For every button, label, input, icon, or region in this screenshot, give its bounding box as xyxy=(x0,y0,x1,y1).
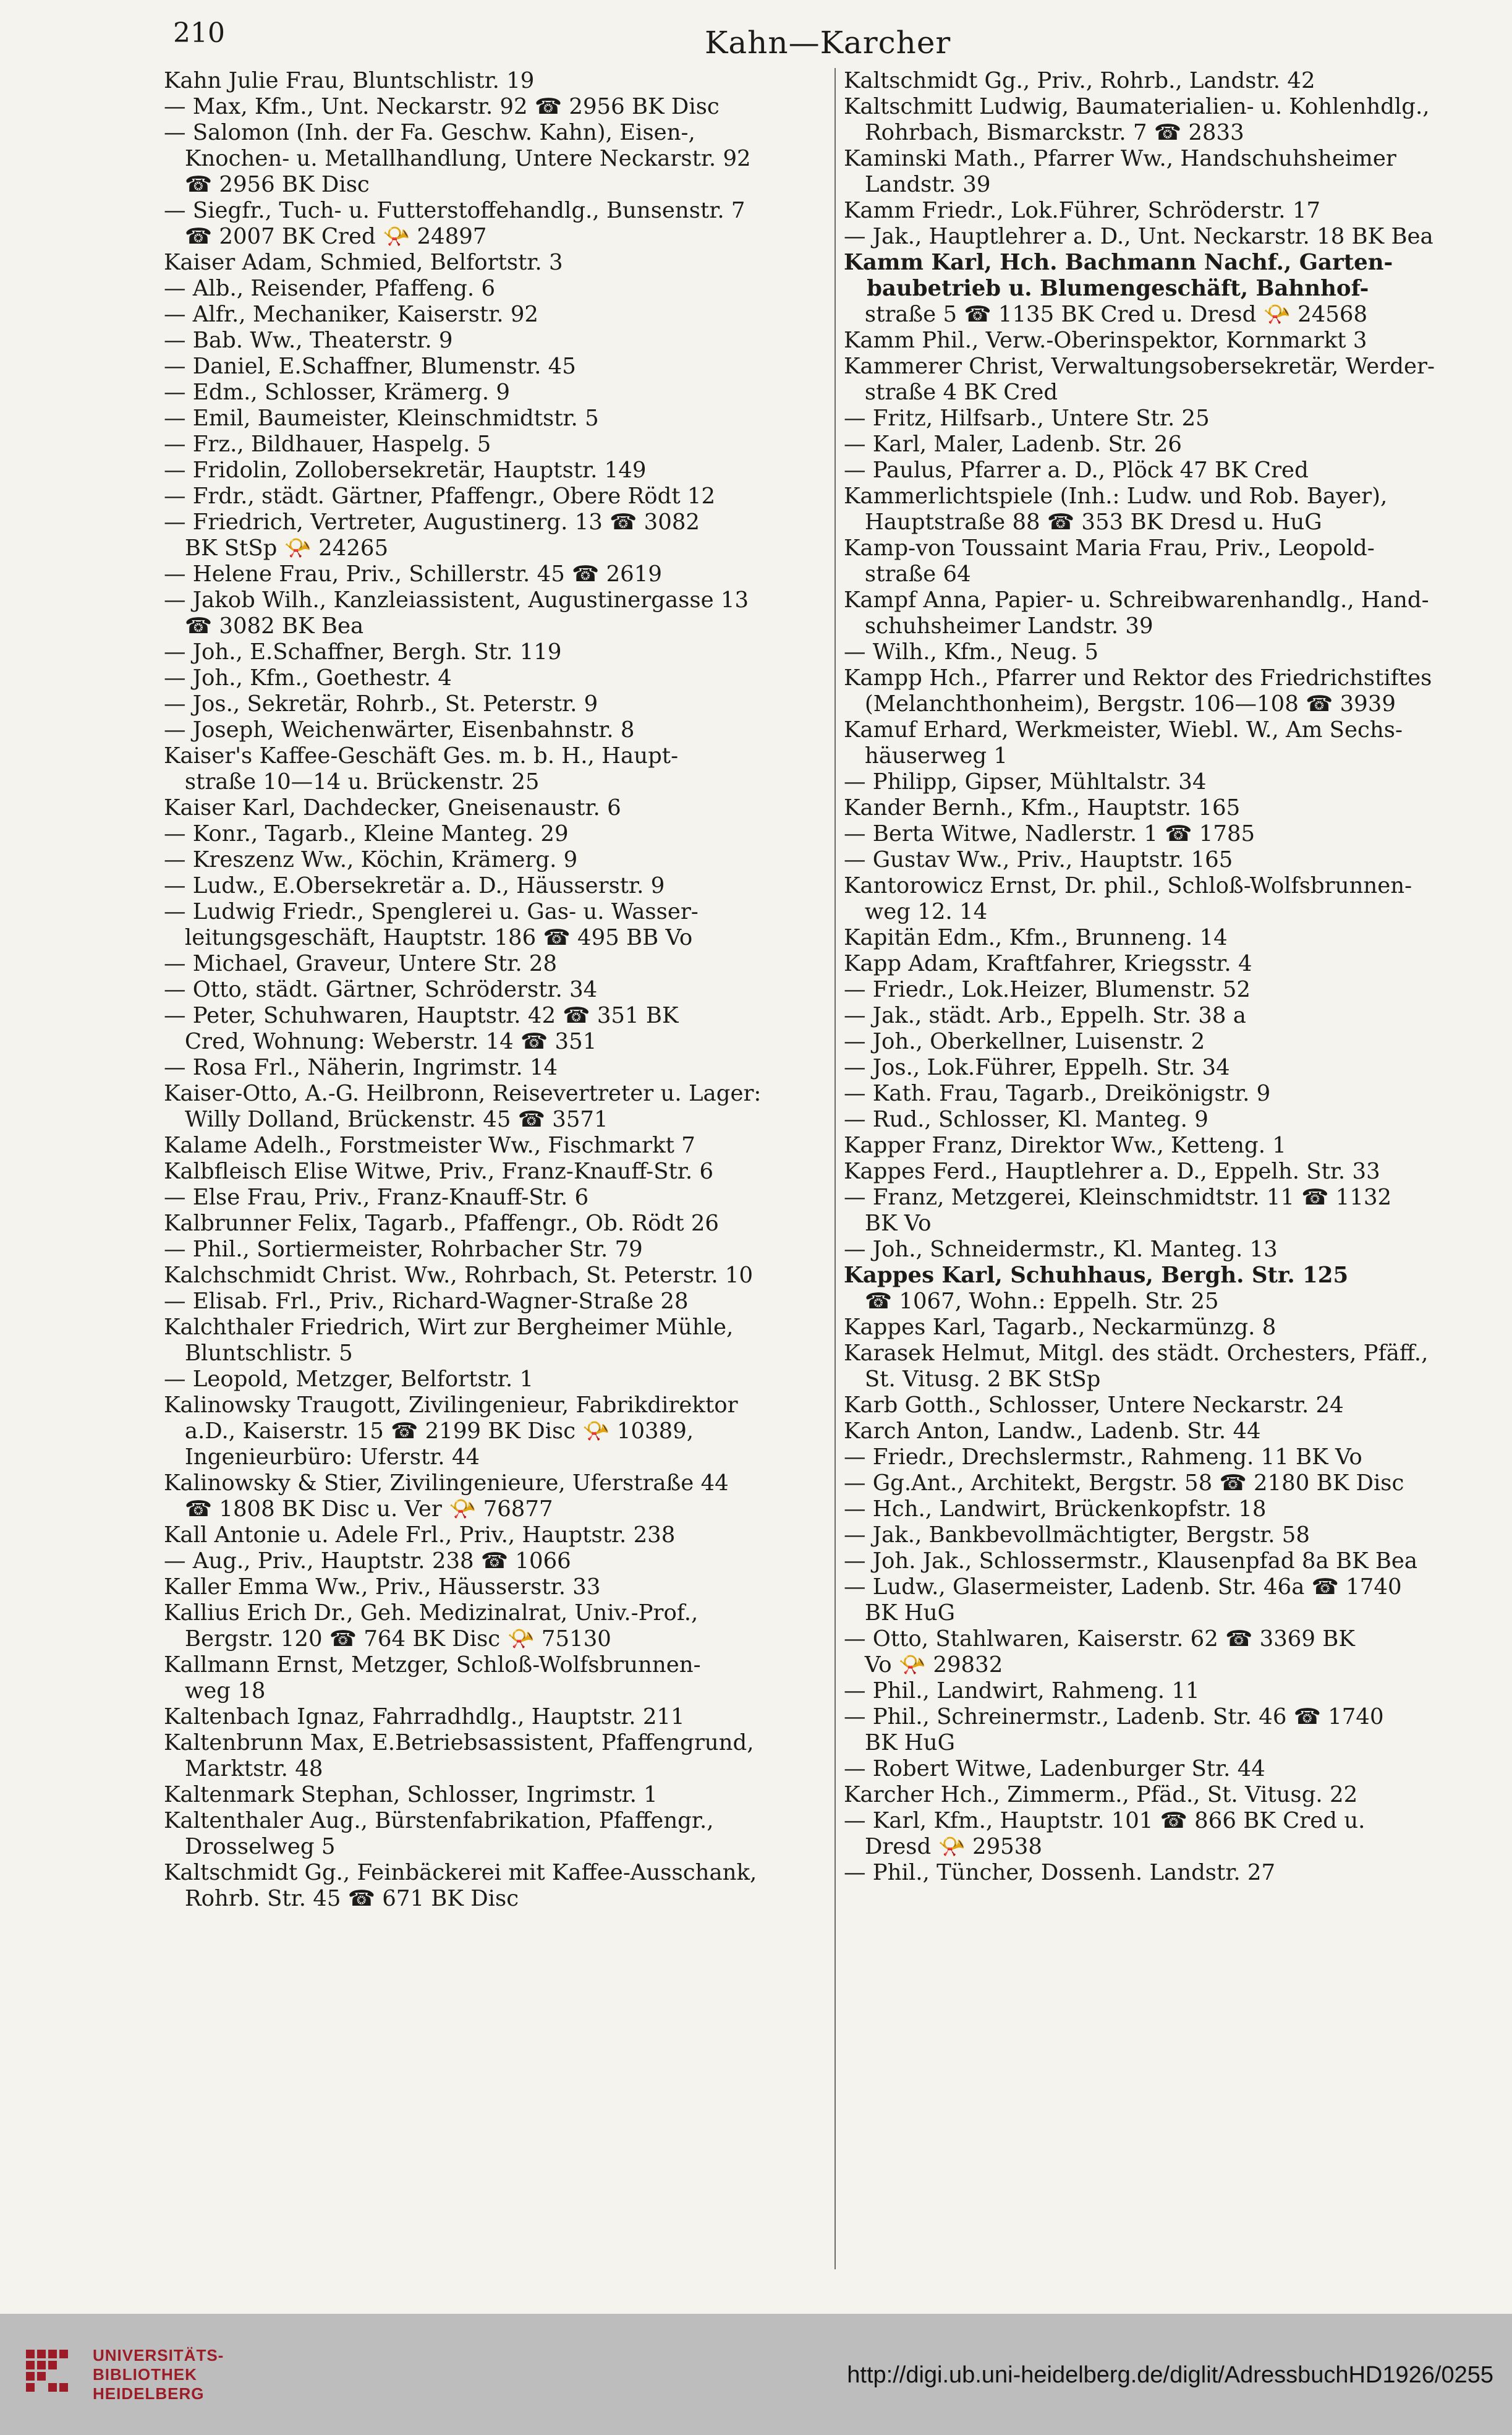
directory-entry: Kalchthaler Friedrich, Wirt zur Bergheimer Mühle, xyxy=(164,1315,734,1340)
directory-entry: Marktstr. 48 xyxy=(164,1756,323,1781)
directory-entry: Kapper Franz, Direktor Ww., Ketteng. 1 xyxy=(844,1133,1286,1158)
directory-entry: Kaiser-Otto, A.-G. Heilbronn, Reisevertreter u. Lager: xyxy=(164,1081,762,1106)
directory-entry: Karasek Helmut, Mitgl. des städt. Orchesters, Pfäff., xyxy=(844,1341,1429,1366)
directory-entry: Kampf Anna, Papier- u. Schreibwarenhandlg., Hand- xyxy=(844,587,1429,613)
directory-entry: — Joh., Schneidermstr., Kl. Manteg. 13 xyxy=(844,1237,1278,1262)
directory-entry: — Peter, Schuhwaren, Hauptstr. 42 ☎ 351 BK xyxy=(164,1003,679,1028)
directory-entry: — Kreszenz Ww., Köchin, Krämerg. 9 xyxy=(164,847,578,872)
directory-entry: weg 12. 14 xyxy=(844,899,988,924)
directory-entry: Kampp Hch., Pfarrer und Rektor des Friedrichstiftes xyxy=(844,665,1432,691)
directory-entry: — Fridolin, Zollobersekretär, Hauptstr. 149 xyxy=(164,458,647,483)
directory-entry: — Phil., Landwirt, Rahmeng. 11 xyxy=(844,1678,1200,1704)
directory-entry: — Fritz, Hilfsarb., Untere Str. 25 xyxy=(844,406,1210,431)
directory-entry: Willy Dolland, Brückenstr. 45 ☎ 3571 xyxy=(164,1107,608,1132)
directory-entry: — Joh. Jak., Schlossermstr., Klausenpfad 8a BK Bea xyxy=(844,1548,1418,1574)
directory-entry: Kamm Karl, Hch. Bachmann Nachf., Garten- xyxy=(844,250,1393,275)
directory-entry: — Joh., E.Schaffner, Bergh. Str. 119 xyxy=(164,639,562,665)
directory-entry: — Jos., Lok.Führer, Eppelh. Str. 34 xyxy=(844,1055,1230,1080)
directory-entry: — Jos., Sekretär, Rohrb., St. Peterstr. 9 xyxy=(164,691,598,717)
directory-entry: Kaller Emma Ww., Priv., Häusserstr. 33 xyxy=(164,1574,601,1600)
directory-entry: straße 10—14 u. Brückenstr. 25 xyxy=(164,769,540,795)
directory-entry: — Jakob Wilh., Kanzleiassistent, Augustinergasse 13 xyxy=(164,587,749,613)
directory-entry: — Otto, städt. Gärtner, Schröderstr. 34 xyxy=(164,977,598,1002)
directory-entry: Cred, Wohnung: Weberstr. 14 ☎ 351 xyxy=(164,1029,597,1054)
directory-entry: Kander Bernh., Kfm., Hauptstr. 165 xyxy=(844,795,1241,821)
directory-entry: Kalame Adelh., Forstmeister Ww., Fischmarkt 7 xyxy=(164,1133,695,1158)
directory-entry: Kalinowsky & Stier, Zivilingenieure, Uferstraße 44 xyxy=(164,1470,729,1496)
directory-entry: — Jak., Hauptlehrer a. D., Unt. Neckarstr. 18 BK Bea xyxy=(844,224,1433,249)
directory-entry: — Ludwig Friedr., Spenglerei u. Gas- u. Wasser- xyxy=(164,899,699,924)
footer-bar xyxy=(0,2314,1512,2435)
directory-entry: Kapp Adam, Kraftfahrer, Kriegsstr. 4 xyxy=(844,951,1252,976)
directory-entry: Drosselweg 5 xyxy=(164,1834,336,1859)
directory-entry: Kaminski Math., Pfarrer Ww., Handschuhsheimer xyxy=(844,146,1396,171)
directory-entry: — Phil., Tüncher, Dossenh. Landstr. 27 xyxy=(844,1860,1276,1885)
directory-entry: ☎ 2956 BK Disc xyxy=(164,172,370,197)
directory-entry: ☎ 1808 BK Disc u. Ver 📯 76877 xyxy=(164,1496,553,1522)
directory-entry: Dresd 📯 29538 xyxy=(844,1834,1042,1859)
directory-entry: Rohrb. Str. 45 ☎ 671 BK Disc xyxy=(164,1886,519,1911)
directory-entry: BK Vo xyxy=(844,1211,932,1236)
directory-entry: — Frdr., städt. Gärtner, Pfaffengr., Obere Rödt 12 xyxy=(164,484,716,509)
directory-entry: Ingenieurbüro: Uferstr. 44 xyxy=(164,1444,480,1470)
directory-entry: — Phil., Schreinermstr., Ladenb. Str. 46 ☎ 1740 xyxy=(844,1704,1384,1729)
directory-entry: weg 18 xyxy=(164,1678,266,1704)
directory-entry: — Max, Kfm., Unt. Neckarstr. 92 ☎ 2956 BK Disc xyxy=(164,94,720,119)
directory-entry: — Rud., Schlosser, Kl. Manteg. 9 xyxy=(844,1107,1208,1132)
directory-entry: Kammerer Christ, Verwaltungsobersekretär, Werder- xyxy=(844,354,1435,379)
directory-entry: — Helene Frau, Priv., Schillerstr. 45 ☎ 2619 xyxy=(164,561,662,587)
directory-entry: Kaiser's Kaffee-Geschäft Ges. m. b. H., Haupt- xyxy=(164,743,679,769)
directory-entry: — Franz, Metzgerei, Kleinschmidtstr. 11 ☎ 1132 xyxy=(844,1185,1392,1210)
directory-entry: Kappes Karl, Tagarb., Neckarmünzg. 8 xyxy=(844,1315,1276,1340)
directory-entry: ☎ 3082 BK Bea xyxy=(164,613,364,639)
directory-entry: — Berta Witwe, Nadlerstr. 1 ☎ 1785 xyxy=(844,821,1255,846)
directory-entry: Kall Antonie u. Adele Frl., Priv., Hauptstr. 238 xyxy=(164,1522,676,1548)
directory-entry: Kammerlichtspiele (Inh.: Ludw. und Rob. Bayer), xyxy=(844,484,1388,509)
directory-entry: schuhsheimer Landstr. 39 xyxy=(844,613,1153,639)
directory-entry: Karcher Hch., Zimmerm., Pfäd., St. Vitusg. 22 xyxy=(844,1782,1358,1807)
directory-entry: ☎ 2007 BK Cred 📯 24897 xyxy=(164,224,487,249)
directory-entry: — Elisab. Frl., Priv., Richard-Wagner-Straße 28 xyxy=(164,1289,689,1314)
document-url-link[interactable]: http://digi.ub.uni-heidelberg.de/diglit/AdressbuchHD1926/0255 xyxy=(847,2362,1493,2388)
directory-entry: — Joh., Oberkellner, Luisenstr. 2 xyxy=(844,1029,1205,1054)
right-column xyxy=(844,68,1511,2300)
directory-entry: — Otto, Stahlwaren, Kaiserstr. 62 ☎ 3369 BK xyxy=(844,1626,1355,1652)
directory-entry: — Joh., Kfm., Goethestr. 4 xyxy=(164,665,452,691)
directory-entry: — Jak., Bankbevollmächtigter, Bergstr. 58 xyxy=(844,1522,1310,1548)
directory-entry: Kantorowicz Ernst, Dr. phil., Schloß-Wolfsbrunnen- xyxy=(844,873,1412,898)
directory-entry: — Gg.Ant., Architekt, Bergstr. 58 ☎ 2180 BK Disc xyxy=(844,1470,1404,1496)
directory-entry: Karch Anton, Landw., Ladenb. Str. 44 xyxy=(844,1418,1261,1444)
page-number: 210 xyxy=(173,17,225,49)
directory-entry: Kaltenthaler Aug., Bürstenfabrikation, Pfaffengr., xyxy=(164,1808,714,1833)
directory-entry: — Karl, Maler, Ladenb. Str. 26 xyxy=(844,432,1182,457)
directory-entry: — Friedr., Lok.Heizer, Blumenstr. 52 xyxy=(844,977,1251,1002)
directory-entry: Kaltschmidt Gg., Feinbäckerei mit Kaffee-Ausschank, xyxy=(164,1860,757,1885)
left-column xyxy=(164,68,831,2300)
directory-entry: — Rosa Frl., Näherin, Ingrimstr. 14 xyxy=(164,1055,558,1080)
library-name-line: BIBLIOTHEK xyxy=(93,2365,197,2384)
directory-entry: Kamm Phil., Verw.-Oberinspektor, Kornmarkt 3 xyxy=(844,328,1367,353)
directory-entry: Kaltenbach Ignaz, Fahrradhdlg., Hauptstr. 211 xyxy=(164,1704,685,1729)
column-divider xyxy=(835,68,836,2269)
directory-entry: Kaiser Karl, Dachdecker, Gneisenaustr. 6 xyxy=(164,795,621,821)
directory-entry: — Alfr., Mechaniker, Kaiserstr. 92 xyxy=(164,302,539,327)
directory-entry: Kapitän Edm., Kfm., Brunneng. 14 xyxy=(844,925,1228,950)
directory-entry: — Leopold, Metzger, Belfortstr. 1 xyxy=(164,1367,534,1392)
directory-entry: Kahn Julie Frau, Bluntschlistr. 19 xyxy=(164,68,535,93)
directory-entry: — Friedr., Drechslermstr., Rahmeng. 11 BK Vo xyxy=(844,1444,1362,1470)
directory-entry: — Bab. Ww., Theaterstr. 9 xyxy=(164,328,453,353)
directory-entry: Kappes Ferd., Hauptlehrer a. D., Eppelh. Str. 33 xyxy=(844,1159,1380,1184)
directory-entry: Kalinowsky Traugott, Zivilingenieur, Fabrikdirektor xyxy=(164,1392,738,1418)
directory-entry: Vo 📯 29832 xyxy=(844,1652,1003,1678)
directory-entry: a.D., Kaiserstr. 15 ☎ 2199 BK Disc 📯 10389, xyxy=(164,1418,694,1444)
directory-entry: Kaltschmidt Gg., Priv., Rohrb., Landstr. 42 xyxy=(844,68,1315,93)
library-name-line: HEIDELBERG xyxy=(93,2384,205,2403)
directory-entry: straße 64 xyxy=(844,561,971,587)
directory-entry: Rohrbach, Bismarckstr. 7 ☎ 2833 xyxy=(844,120,1244,145)
directory-entry: — Hch., Landwirt, Brückenkopfstr. 18 xyxy=(844,1496,1267,1522)
library-name-line: UNIVERSITÄTS- xyxy=(93,2346,224,2365)
directory-entry: Kalbfleisch Elise Witwe, Priv., Franz-Knauff-Str. 6 xyxy=(164,1159,714,1184)
directory-entry: — Edm., Schlosser, Krämerg. 9 xyxy=(164,380,510,405)
directory-entry: (Melanchthonheim), Bergstr. 106—108 ☎ 3939 xyxy=(844,691,1396,717)
directory-entry: Bluntschlistr. 5 xyxy=(164,1341,353,1366)
directory-entry: — Joseph, Weichenwärter, Eisenbahnstr. 8 xyxy=(164,717,635,743)
directory-entry: — Gustav Ww., Priv., Hauptstr. 165 xyxy=(844,847,1233,872)
directory-entry: — Wilh., Kfm., Neug. 5 xyxy=(844,639,1099,665)
directory-entry: — Daniel, E.Schaffner, Blumenstr. 45 xyxy=(164,354,576,379)
directory-entry: BK HuG xyxy=(844,1730,955,1755)
directory-entry: Kallius Erich Dr., Geh. Medizinalrat, Univ.-Prof., xyxy=(164,1600,699,1626)
directory-entry: Knochen- u. Metallhandlung, Untere Neckarstr. 92 xyxy=(164,146,751,171)
directory-entry: — Ludw., Glasermeister, Ladenb. Str. 46a ☎ 1740 xyxy=(844,1574,1402,1600)
directory-entry: — Philipp, Gipser, Mühltalstr. 34 xyxy=(844,769,1207,795)
directory-entry: baubetrieb u. Blumengeschäft, Bahnhof- xyxy=(844,276,1369,301)
directory-entry: — Siegfr., Tuch- u. Futterstoffehandlg., Bunsenstr. 7 xyxy=(164,198,745,223)
directory-entry: Landstr. 39 xyxy=(844,172,991,197)
directory-entry: — Ludw., E.Obersekretär a. D., Häusserstr. 9 xyxy=(164,873,665,898)
directory-entry: — Frz., Bildhauer, Haspelg. 5 xyxy=(164,432,491,457)
directory-entry: — Salomon (Inh. der Fa. Geschw. Kahn), Eisen-, xyxy=(164,120,695,145)
directory-entry: — Friedrich, Vertreter, Augustinerg. 13 ☎ 3082 xyxy=(164,510,700,535)
directory-entry: Kamp-von Toussaint Maria Frau, Priv., Leopold- xyxy=(844,535,1375,561)
directory-entry: straße 4 BK Cred xyxy=(844,380,1058,405)
directory-entry: BK StSp 📯 24265 xyxy=(164,535,389,561)
library-name xyxy=(93,2346,224,2403)
directory-entry: — Robert Witwe, Ladenburger Str. 44 xyxy=(844,1756,1265,1781)
directory-entry: Kaltenbrunn Max, E.Betriebsassistent, Pfaffengrund, xyxy=(164,1730,754,1755)
directory-entry: — Jak., städt. Arb., Eppelh. Str. 38 a xyxy=(844,1003,1246,1028)
directory-entry: Kamuf Erhard, Werkmeister, Wiebl. W., Am Sechs- xyxy=(844,717,1403,743)
directory-entry: Kaiser Adam, Schmied, Belfortstr. 3 xyxy=(164,250,563,275)
directory-entry: Kappes Karl, Schuhhaus, Bergh. Str. 125 xyxy=(844,1263,1349,1288)
directory-entry: Kalbrunner Felix, Tagarb., Pfaffengr., Ob. Rödt 26 xyxy=(164,1211,719,1236)
directory-entry: häuserweg 1 xyxy=(844,743,1008,769)
directory-entry: BK HuG xyxy=(844,1600,955,1626)
directory-entry: straße 5 ☎ 1135 BK Cred u. Dresd 📯 24568 xyxy=(844,302,1368,327)
directory-entry: — Kath. Frau, Tagarb., Dreikönigstr. 9 xyxy=(844,1081,1271,1106)
directory-entry: — Karl, Kfm., Hauptstr. 101 ☎ 866 BK Cred u. xyxy=(844,1808,1365,1833)
directory-entry: — Konr., Tagarb., Kleine Manteg. 29 xyxy=(164,821,569,846)
library-logo-icon xyxy=(21,2345,80,2404)
directory-entry: Hauptstraße 88 ☎ 353 BK Dresd u. HuG xyxy=(844,510,1322,535)
directory-entry: — Alb., Reisender, Pfaffeng. 6 xyxy=(164,276,496,301)
directory-entry: Kalchschmidt Christ. Ww., Rohrbach, St. Peterstr. 10 xyxy=(164,1263,754,1288)
directory-entry: Kaltschmitt Ludwig, Baumaterialien- u. Kohlenhdlg., xyxy=(844,94,1430,119)
directory-entry: — Emil, Baumeister, Kleinschmidtstr. 5 xyxy=(164,406,599,431)
directory-entry: ☎ 1067, Wohn.: Eppelh. Str. 25 xyxy=(844,1289,1219,1314)
directory-entry: — Phil., Sortiermeister, Rohrbacher Str. 79 xyxy=(164,1237,643,1262)
directory-entry: Kaltenmark Stephan, Schlosser, Ingrimstr. 1 xyxy=(164,1782,658,1807)
directory-entry: Karb Gotth., Schlosser, Untere Neckarstr. 24 xyxy=(844,1392,1344,1418)
directory-entry: — Paulus, Pfarrer a. D., Plöck 47 BK Cred xyxy=(844,458,1309,483)
directory-entry: St. Vitusg. 2 BK StSp xyxy=(844,1367,1101,1392)
directory-entry: Bergstr. 120 ☎ 764 BK Disc 📯 75130 xyxy=(164,1626,611,1652)
directory-entry: Kallmann Ernst, Metzger, Schloß-Wolfsbrunnen- xyxy=(164,1652,701,1678)
directory-entry: leitungsgeschäft, Hauptstr. 186 ☎ 495 BB Vo xyxy=(164,925,693,950)
directory-entry: — Else Frau, Priv., Franz-Knauff-Str. 6 xyxy=(164,1185,589,1210)
running-head: Kahn—Karcher xyxy=(705,25,951,61)
directory-entry: Kamm Friedr., Lok.Führer, Schröderstr. 17 xyxy=(844,198,1321,223)
directory-entry: — Aug., Priv., Hauptstr. 238 ☎ 1066 xyxy=(164,1548,571,1574)
directory-entry: — Michael, Graveur, Untere Str. 28 xyxy=(164,951,558,976)
